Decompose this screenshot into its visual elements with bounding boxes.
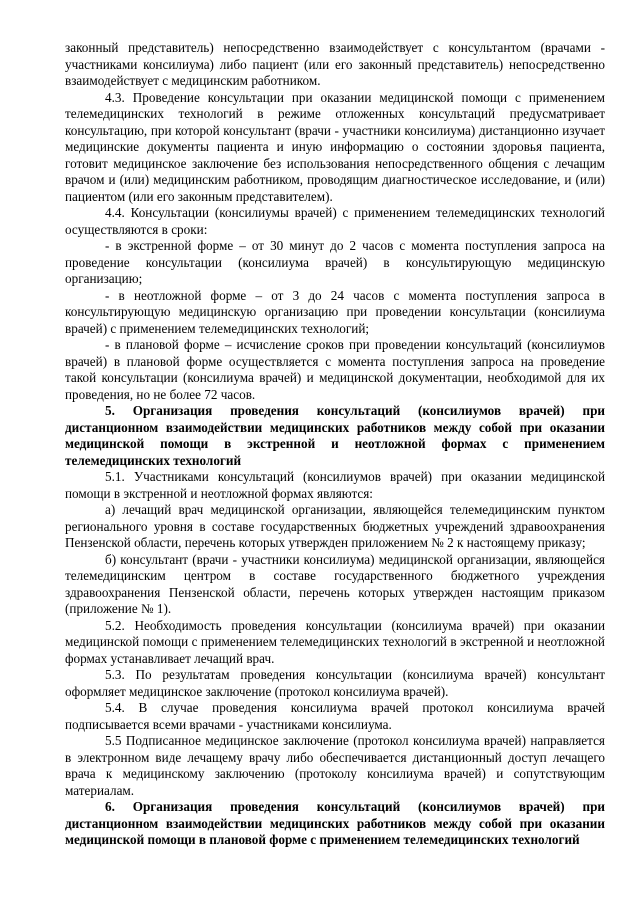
paragraph-continuation: законный представитель) непосредственно взаимодействует с консультантом (врачами - участниками консилиума) либо пациент (или его законный представитель) непосредственно взаимодействует с медицинским работником. [65, 40, 605, 88]
section-heading-5: 5. Организация проведения консультаций (консилиумов врачей) при дистанционном взаимодействии медицинских работников между собой при оказании медицинской помощи в экстренной и неотложной формах с применением телемедицинских технологий [65, 403, 605, 468]
document-page [65, 40, 605, 849]
paragraph-5-1: 5.1. Участниками консультаций (консилиумов врачей) при оказании медицинской помощи в экстренной и неотложной формах являются: [65, 469, 605, 501]
paragraph-5-4: 5.4. В случае проведения консилиума врачей протокол консилиума врачей подписывается всеми врачами - участниками консилиума. [65, 700, 605, 732]
list-item-a: а) лечащий врач медицинской организации, являющейся телемедицинским пунктом регионального уровня в составе государственных бюджетных учреждений здравоохранения Пензенской области, перечень которых утвержден приложением № 2 к настоящему приказу; [65, 502, 605, 550]
section-heading-6: 6. Организация проведения консультаций (консилиумов врачей) при дистанционном взаимодействии медицинских работников между собой при оказании медицинской помощи в плановой форме с применением телемедицинских технологий [65, 799, 605, 847]
list-item-planned: - в плановой форме – исчисление сроков при проведении консультаций (консилиумов врачей) в плановой форме осуществляется с момента поступления запроса на проведение такой консультации (консилиума врачей) и медицинской документации, необходимой для их проведения, но не более 72 часов. [65, 337, 605, 402]
paragraph-4-3: 4.3. Проведение консультации при оказании медицинской помощи с применением телемедицинских технологий в режиме отложенных консультаций предусматривает консультацию, при которой консультант (врачи - участники консилиума) дистанционно изучает медицинские документы пациента и иную информацию о состоянии здоровья пациента, готовит медицинское заключение без использования непосредственного общения с лечащим врачом и (или) медицинским работником, проводящим диагностическое исследование, и (или) пациентом (или его законным представителем). [65, 89, 605, 204]
list-item-emergency: - в экстренной форме – от 30 минут до 2 часов с момента поступления запроса на проведение консультации (консилиума врачей) в консультирующую медицинскую организацию; [65, 238, 605, 286]
paragraph-5-2: 5.2. Необходимость проведения консультации (консилиума врачей) при оказании медицинской помощи с применением телемедицинских технологий в экстренной и неотложной формах устанавливает лечащий врач. [65, 617, 605, 666]
list-item-b: б) консультант (врачи - участники консилиума) медицинской организации, являющейся телемедицинским центром в составе государственного бюджетного учреждения здравоохранения Пензенской области, перечень которых утвержден настоящим приказом (приложение № 1). [65, 551, 605, 616]
paragraph-4-4: 4.4. Консультации (консилиумы врачей) с применением телемедицинских технологий осуществляются в сроки: [65, 205, 605, 237]
paragraph-5-5: 5.5 Подписанное медицинское заключение (протокол консилиума врачей) направляется в электронном виде лечащему врачу либо обеспечивается дистанционный доступ лечащего врача к медицинскому заключению (протоколу консилиума врачей) и сопутствующим материалам. [65, 733, 605, 798]
paragraph-5-3: 5.3. По результатам проведения консультации (консилиума врачей) консультант оформляет медицинское заключение (протокол консилиума врачей). [65, 667, 605, 699]
list-item-urgent: - в неотложной форме – от 3 до 24 часов с момента поступления запроса в консультирующую медицинскую организацию при проведении консультации (консилиума врачей) с применением телемедицинских технологий; [65, 287, 605, 336]
